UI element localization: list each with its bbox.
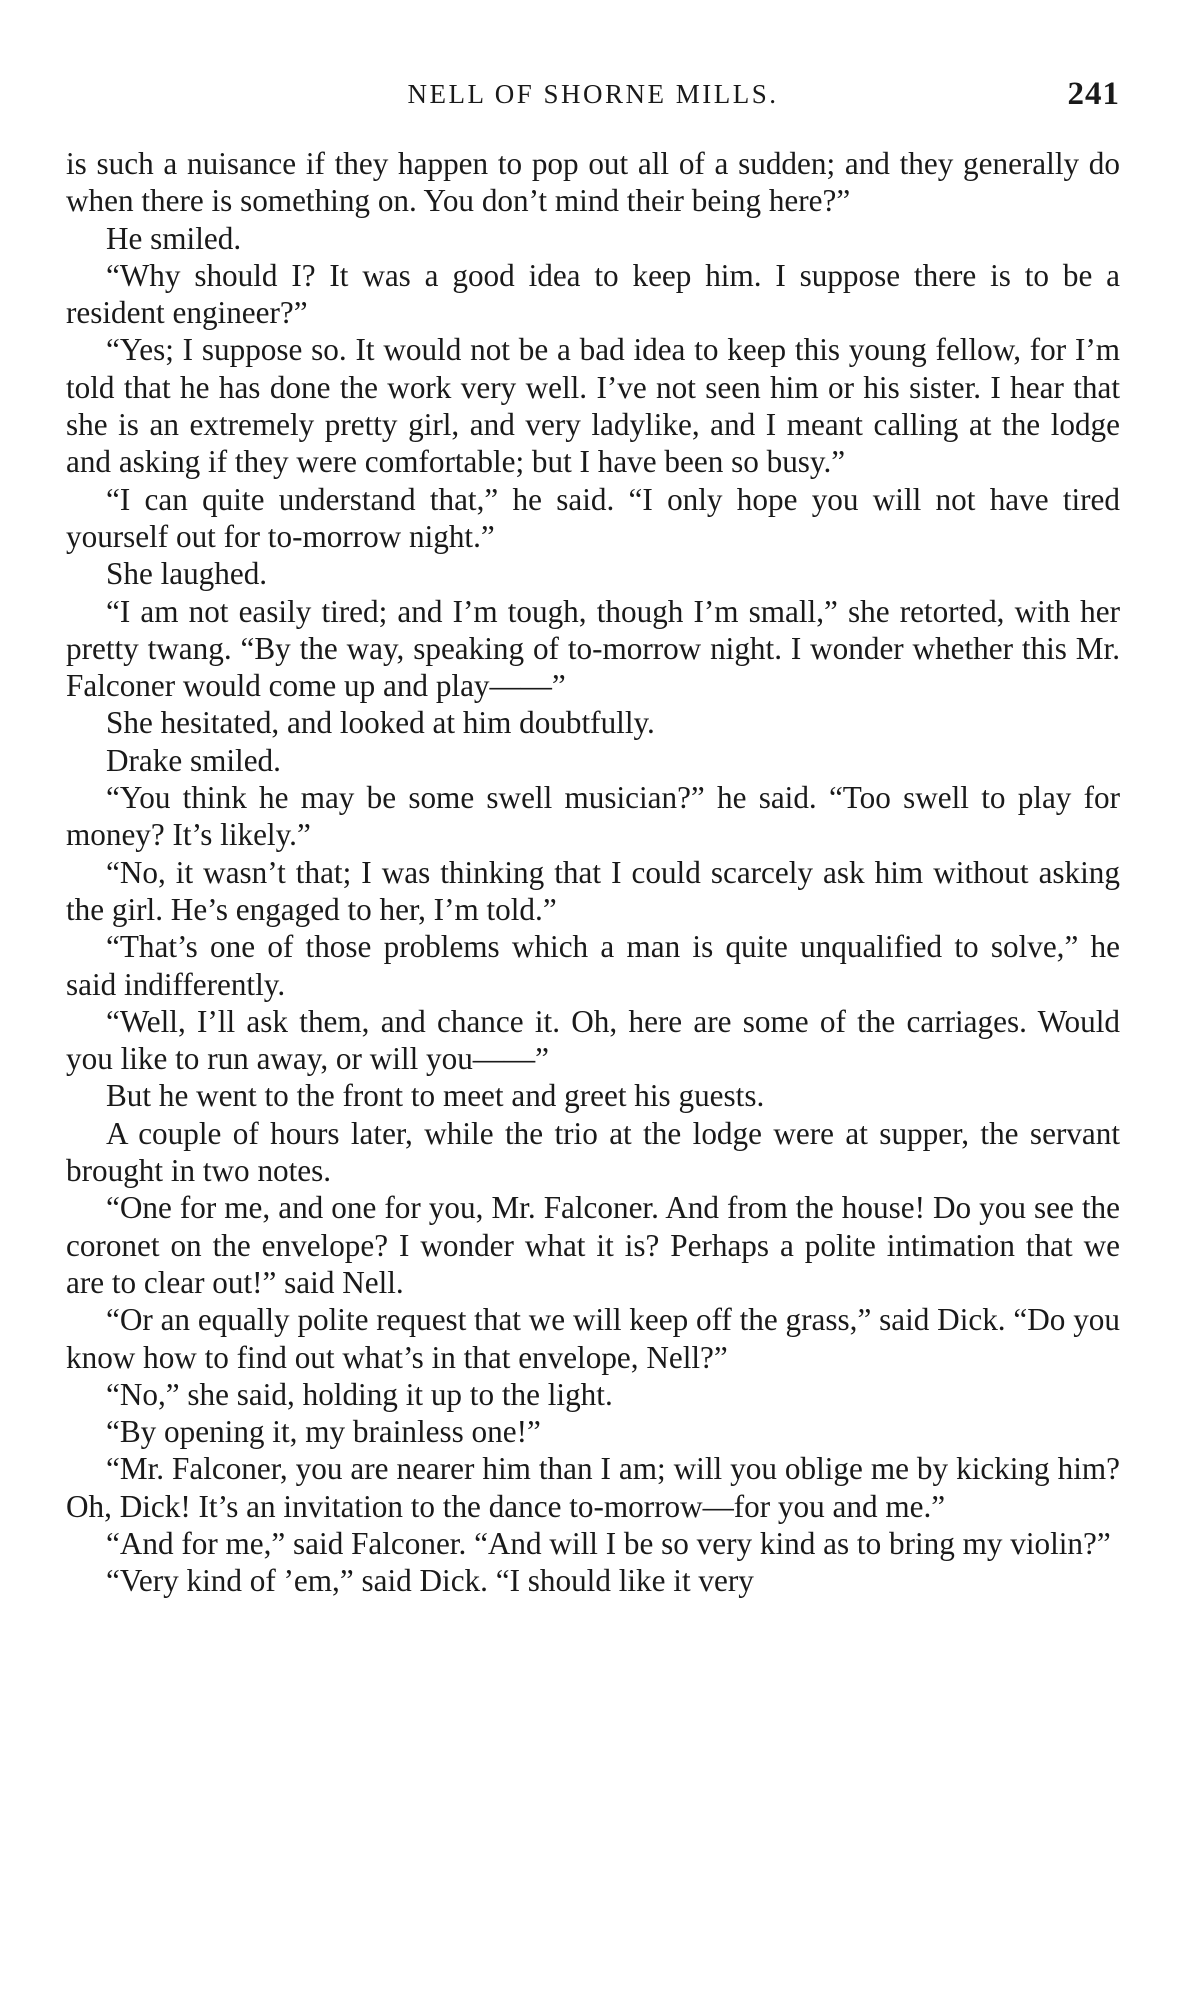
paragraph: “That’s one of those problems which a man is quite unqualified to solve,” he said indifferently.: [66, 929, 1120, 1002]
paragraph: “Yes; I suppose so. It would not be a bad idea to keep this young fellow, for I’m told that he has done the work very well. I’ve not seen him or his sister. I hear that she is an extremely pretty girl, and very ladylike, and I meant calling at the lodge and asking if they were comfortable; but I have been so busy.”: [66, 332, 1120, 480]
paragraph: “Why should I? It was a good idea to keep him. I suppose there is to be a resident engineer?”: [66, 257, 1120, 331]
paragraph: “One for me, and one for you, Mr. Falconer. And from the house! Do you see the coronet on the envelope? I wonder what it is? Perhaps a polite intimation that we are to clear out!” said Nell.: [66, 1190, 1120, 1300]
paragraph-continued: is such a nuisance if they happen to pop out all of a sudden; and they generally do when there is something on. You don’t mind their being here?”: [66, 146, 1120, 219]
paragraph: He smiled.: [106, 220, 242, 256]
paragraph: “I can quite understand that,” he said. “I only hope you will not have tired yourself out for to-morrow night.”: [66, 481, 1120, 554]
paragraph: “By opening it, my brainless one!”: [106, 1414, 541, 1450]
paragraph: “No, it wasn’t that; I was thinking that I could scarcely ask him without asking the girl. He’s engaged to her, I’m told.”: [66, 854, 1120, 927]
page-number: 241: [1067, 76, 1120, 112]
paragraph: “I am not easily tired; and I’m tough, though I’m small,” she retorted, with her pretty twang. “By the way, speaking of to-morrow night. I wonder whether this Mr. Falconer would come up and play——”: [66, 593, 1120, 704]
paragraph: “You think he may be some swell musician?” he said. “Too swell to play for money? It’s likely.”: [66, 780, 1120, 853]
paragraph: Drake smiled.: [106, 742, 281, 778]
paragraph: But he went to the front to meet and greet his guests.: [106, 1078, 765, 1114]
paragraph: “Mr. Falconer, you are nearer him than I am; will you oblige me by kicking him? Oh, Dick! It’s an invitation to the dance to-morrow—for you and me.”: [66, 1451, 1120, 1524]
body-text: [66, 145, 1120, 1600]
paragraph: “No,” she said, holding it up to the light.: [106, 1376, 613, 1412]
running-head: [66, 72, 1120, 116]
paragraph: A couple of hours later, while the trio at the lodge were at supper, the servant brought in two notes.: [66, 1115, 1120, 1189]
paragraph: “Or an equally polite request that we will keep off the grass,” said Dick. “Do you know how to find out what’s in that envelope, Nell?”: [66, 1302, 1120, 1375]
running-title: NELL OF SHORNE MILLS.: [407, 79, 779, 109]
paragraph: She laughed.: [106, 556, 268, 592]
paragraph: “Well, I’ll ask them, and chance it. Oh, here are some of the carriages. Would you like to run away, or will you——”: [66, 1003, 1120, 1077]
paragraph: “Very kind of ’em,” said Dick. “I should like it very: [106, 1563, 754, 1599]
paragraph: She hesitated, and looked at him doubtfully.: [106, 705, 655, 741]
paragraph: “And for me,” said Falconer. “And will I be so very kind as to bring my violin?”: [106, 1525, 1111, 1561]
